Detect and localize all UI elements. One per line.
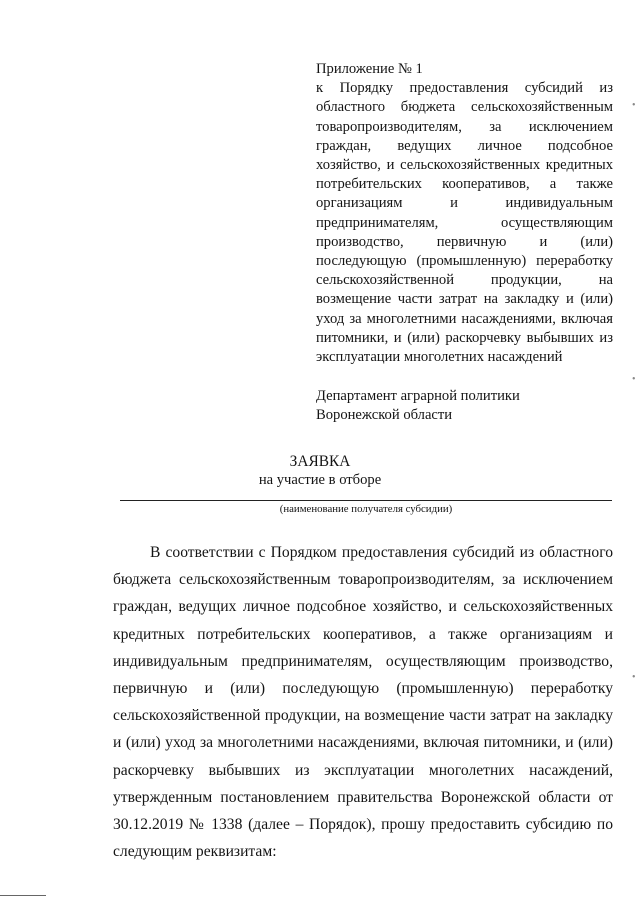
recipient-name-caption: (наименование получателя субсидии) (279, 503, 453, 515)
appendix-number: Приложение № 1 (316, 61, 423, 77)
department-name-line1: Департамент аграрной политики (316, 388, 520, 405)
scan-artifact-mark: • (632, 100, 636, 111)
scan-artifact-mark: • (632, 374, 636, 385)
addressee-block (316, 387, 613, 425)
document-title: ЗАЯВКА (289, 453, 351, 470)
document-subtitle: на участие в отборе (258, 472, 382, 488)
scan-artifact-mark: • (632, 672, 636, 683)
department-name-line2: Воронежской области (316, 407, 453, 424)
appendix-reference-text: к Порядку предоставления субсидий из областного бюджета сельскохозяйственным товаропроизводителям, за исключением граждан, ведущих личное подсобное хозяйство, и сельскохозяйственных кредитных потребительских кооперативов, а также организациям и индивидуальным предпринимателям, осуществляющим производство, первичную и (или) последующую (промышленную) переработку сельскохозяйственной продукции, на возмещение части затрат на закладку и (или) уход за многолетними насаждениями, включая питомники, и (или) раскорчевку выбывших из эксплуатации многолетних насаждений (316, 80, 613, 366)
footnote-separator (0, 895, 46, 896)
body-paragraph: В соответствии с Порядком предоставления субсидий из областного бюджета сельскохозяйственным товаропроизводителям, за исключением граждан, ведущих личное подсобное хозяйство, и сельскохозяйственных кредитных потребительских кооперативов, а также организациям и индивидуальным предпринимателям, осуществляющим производство, первичную и (или) последующую (промышленную) переработку сельскохозяйственной продукции, на возмещение части затрат на закладку и (или) уход за многолетними насаждениями, включая питомники, и (или) раскорчевку выбывших из эксплуатации многолетних насаждений, утвержденным постановлением правительства Воронежской области от 30.12.2019 № 1338 (далее – Порядок), прошу предоставить субсидию по следующим реквизитам: (113, 544, 613, 861)
appendix-block (316, 60, 613, 426)
recipient-name-line (120, 500, 612, 501)
